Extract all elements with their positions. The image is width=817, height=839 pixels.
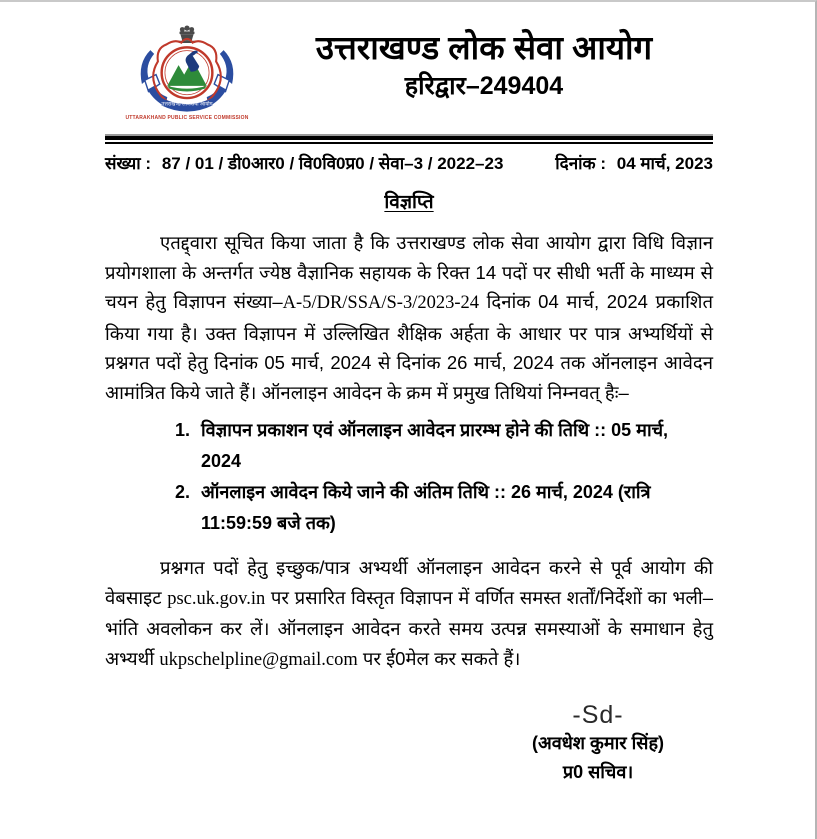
signatory-name: (अवधेश कुमार सिंह) <box>531 733 665 753</box>
para2-text-1: प्रश्नगत पदों हेतु इच्छुक/पात्र अभ्यर्थी ऑनलाइन आवेदन करने से पूर्व आयोग की वेबसाइट <box>105 557 713 608</box>
list-item-text: ऑनलाइन आवेदन किये जाने की अंतिम तिथि :: 26 मार्च, 2024 (रात्रि 11:59:59 बजे तक) <box>201 482 651 533</box>
para1-text-2: दिनांक 04 मार्च, 2024 प्रकाशित किया गया है। उक्त विज्ञापन में उल्लिखित शैक्षिक अर्हता के आधार पर पात्र अभ्यर्थियों से प्रश्नगत पदों हेतु दिनांक 05 मार्च, 2024 से दिनांक 26 मार्च, 2024 तक ऑनलाइन आवेदन आमांत्रित किये जाते हैं। ऑनलाइन आवेदन के क्रम में प्रमुख तिथियां निम्नवत् हैः– <box>105 291 713 403</box>
list-item-text: विज्ञापन प्रकाशन एवं ऑनलाइन आवेदन प्रारम्भ होने की तिथि :: 05 मार्च, 2024 <box>201 420 669 471</box>
upsc-emblem-logo <box>125 22 249 124</box>
letterhead <box>105 2 713 130</box>
signatory-designation: प्र0 सचिव। <box>562 762 634 782</box>
org-name: उत्तराखण्ड लोक सेवा आयोग <box>315 29 653 66</box>
para1-text-1: एतद्द्वारा सूचित किया जाता है कि उत्तराखण्ड लोक सेवा आयोग द्वारा विधि विज्ञान प्रयोगशाला के अन्तर्गत ज्येष्ठ वैज्ञानिक सहायक के रिक्त 14 पदों पर सीधी भर्ती के माध्यम से चयन हेतु विज्ञापन संख्या– <box>105 232 713 312</box>
logo-caption: UTTARAKHAND PUBLIC SERVICE COMMISSION <box>125 115 249 121</box>
reference-date <box>555 151 713 174</box>
advertisement-number: A-5/DR/SSA/S-3/2023-24 <box>282 293 479 313</box>
reference-line <box>105 151 713 174</box>
paragraph-intro <box>105 228 713 407</box>
helpline-email: ukpschelpline@gmail.com <box>159 649 358 670</box>
key-dates-list <box>175 415 700 539</box>
para2-text-2: पर प्रसारित विस्तृत विज्ञापन में वर्णित समस्त शर्तों/निर्देशों का भली–भांति अवलोकन कर लें। ऑनलाइन आवेदन करते समय उत्पन्न समस्याओं के समाधान हेतु अभ्यर्थी <box>105 586 713 669</box>
reference-date-label: दिनांक : <box>555 154 606 173</box>
list-item-number: 2. <box>175 482 191 502</box>
list-item <box>175 477 700 539</box>
emblem-banner-text: उत्तराखण्ड लोकसेवा आयोग <box>161 101 213 108</box>
signature-sd: -Sd- <box>572 701 624 729</box>
list-item-number: 1. <box>175 420 191 440</box>
reference-date-value: 04 मार्च, 2023 <box>616 154 713 173</box>
signature-block <box>478 701 718 787</box>
commission-website: psc.uk.gov.in <box>167 588 266 609</box>
para2-text-3: पर ई0मेल कर सकते हैं। <box>357 647 521 669</box>
reference-number-value: 87 / 01 / डी0आर0 / वि0वि0प्र0 / सेवा–3 / 2022–23 <box>161 154 504 173</box>
paragraph-instructions <box>105 553 713 675</box>
reference-number-label: संख्या : <box>105 154 152 173</box>
document-content <box>105 2 713 787</box>
org-location: हरिद्वार–249404 <box>404 72 564 100</box>
emblem-icon <box>135 22 239 114</box>
notice-title: विज्ञप्ति <box>384 192 434 213</box>
header-rule <box>105 134 713 144</box>
list-item <box>175 415 700 477</box>
reference-number <box>105 151 503 174</box>
